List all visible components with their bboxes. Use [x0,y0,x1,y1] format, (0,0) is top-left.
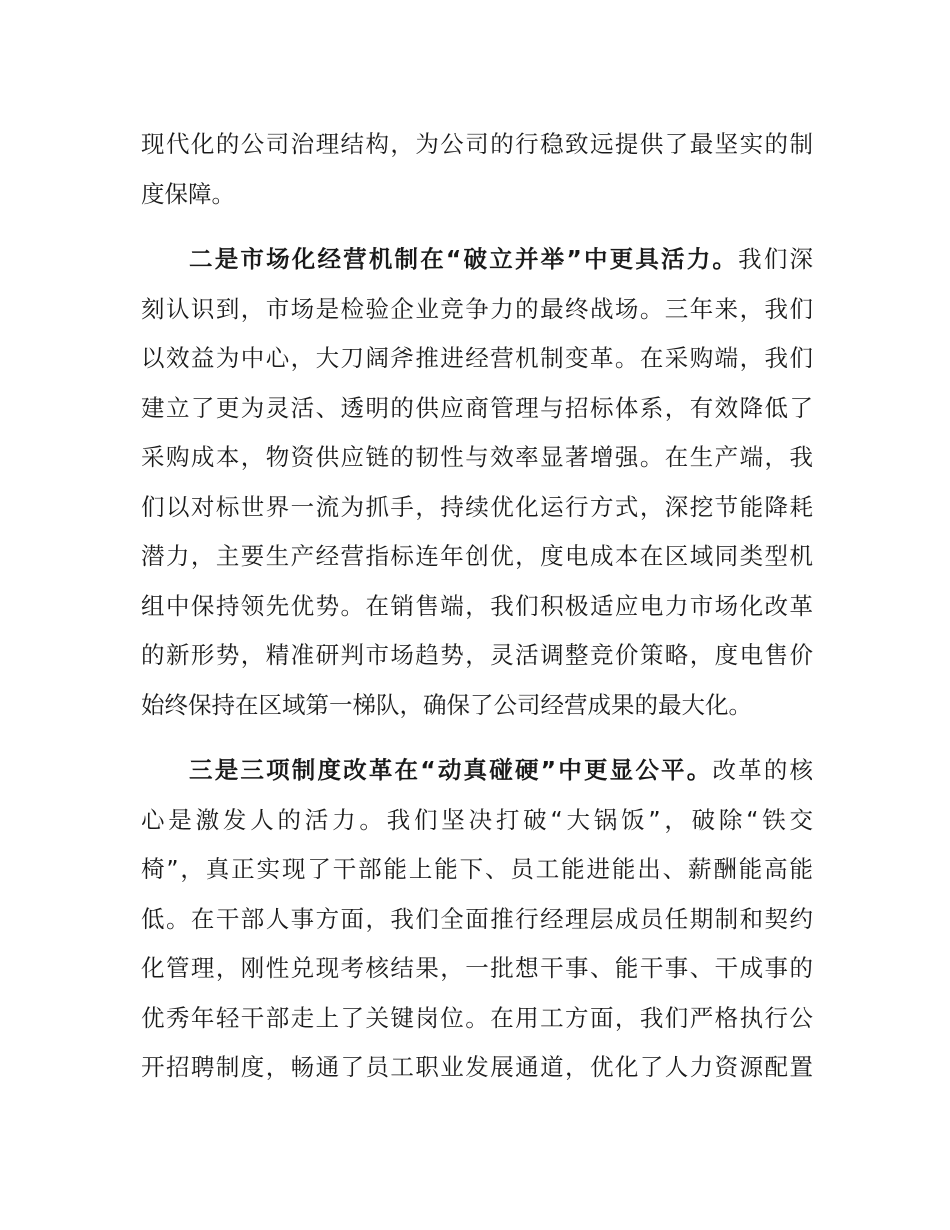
paragraph-first-line [141,748,813,798]
paragraph-line: 开招聘制度，畅通了员工职业发展通道，优化了人力资源配置 [141,1053,813,1081]
paragraph-line: 心是激发人的活力。我们坚决打破“大锅饭”，破除“铁交 [141,805,813,834]
paragraph-1 [141,122,813,221]
paragraph-3 [141,748,813,1095]
paragraph-line: 现代化的公司治理结构，为公司的行稳致远提供了最坚实的制 [141,130,813,158]
paragraph-line: 潜力，主要生产经营指标连年创优，度电成本在区域同类型机 [141,542,813,570]
paragraph-line: 始终保持在区域第一梯队，确保了公司经营成果的最大化。 [141,690,752,719]
paragraph-first-line [141,237,813,287]
paragraph-line: 采购成本，物资供应链的韧性与效率显著增强。在生产端，我 [141,443,813,471]
paragraph-text: 我们深 [738,245,814,273]
paragraph-line: 低。在干部人事方面，我们全面推行经理层成员任期制和契约 [141,904,813,933]
paragraph-heading: 二是市场化经营机制在“破立并举”中更具活力。 [189,245,739,273]
document-page [141,122,813,1095]
paragraph-text: 改革的核 [712,756,814,784]
paragraph-line: 刻认识到，市场是检验企业竞争力的最终战场。三年来，我们 [141,294,813,323]
paragraph-line: 椅”，真正实现了干部能上能下、员工能进能出、薪酬能高能 [141,855,813,883]
paragraph-line: 们以对标世界一流为抓手，持续优化运行方式，深挖节能降耗 [141,492,813,521]
paragraph-line: 的新形势，精准研判市场趋势，灵活调整竞价策略，度电售价 [141,641,813,669]
paragraph-2 [141,237,813,732]
paragraph-line: 以效益为中心，大刀阔斧推进经营机制变革。在采购端，我们 [141,344,813,372]
paragraph-heading: 三是三项制度改革在“动真碰硬”中更显公平。 [189,756,713,784]
paragraph-line: 度保障。 [141,179,235,208]
paragraph-line: 建立了更为灵活、透明的供应商管理与招标体系，有效降低了 [141,393,813,422]
paragraph-line: 组中保持领先优势。在销售端，我们积极适应电力市场化改革 [141,591,813,620]
paragraph-line: 优秀年轻干部走上了关键岗位。在用工方面，我们严格执行公 [141,1003,813,1032]
paragraph-line: 化管理，刚性兑现考核结果，一批想干事、能干事、干成事的 [141,954,813,982]
